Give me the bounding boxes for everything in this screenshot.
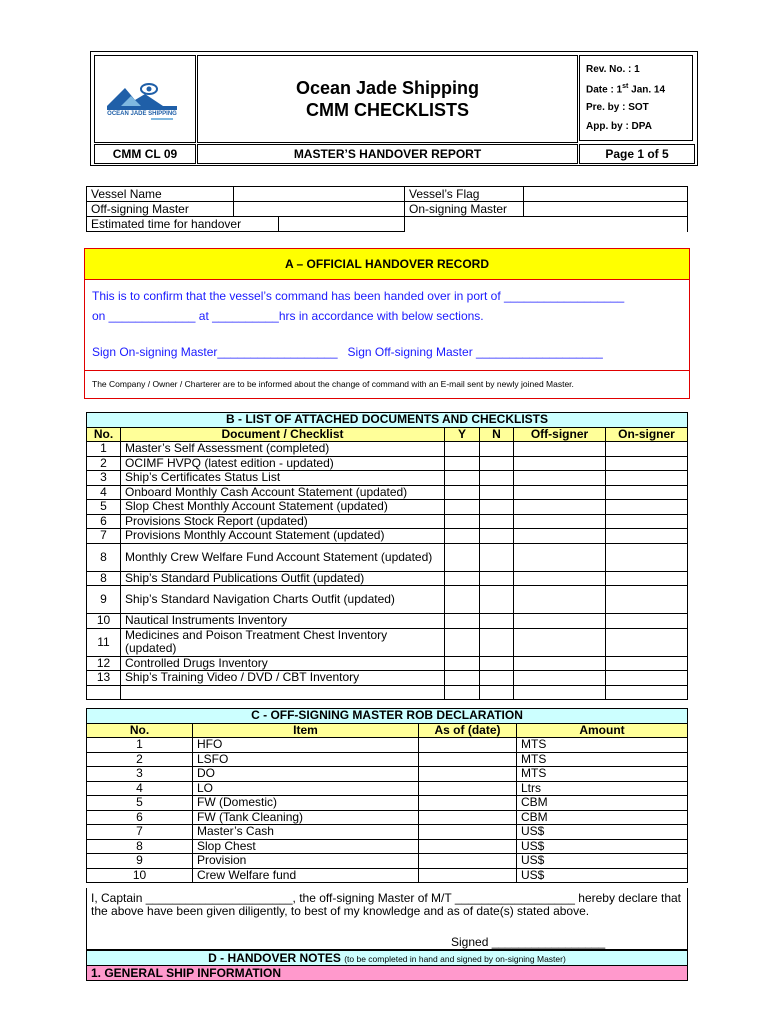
on-signer-field[interactable] bbox=[606, 656, 688, 671]
yes-check[interactable] bbox=[445, 456, 480, 471]
on-master-label: On-signing Master bbox=[405, 202, 524, 217]
table-row bbox=[87, 471, 688, 486]
rob-item: HFO bbox=[193, 738, 419, 753]
rob-no: 1 bbox=[87, 738, 193, 753]
vessel-flag-field[interactable] bbox=[524, 187, 688, 202]
approved-by: App. by : DPA bbox=[586, 121, 652, 132]
yes-check[interactable] bbox=[445, 656, 480, 671]
rob-date-field[interactable] bbox=[419, 825, 517, 840]
doc-no: 6 bbox=[87, 514, 121, 529]
doc-no: 11 bbox=[87, 628, 121, 656]
doc-no: 5 bbox=[87, 500, 121, 515]
section-a-official-handover bbox=[84, 248, 690, 399]
no-check[interactable] bbox=[480, 614, 514, 629]
on-signer-field[interactable] bbox=[606, 685, 688, 700]
rob-amount-unit[interactable]: US$ bbox=[517, 825, 688, 840]
on-signer-field[interactable] bbox=[606, 628, 688, 656]
table-row bbox=[87, 656, 688, 671]
eta-label: Estimated time for handover bbox=[87, 217, 279, 231]
signature-line: Sign On-signing Master__________________ Sign Off-signing Master ___________________ bbox=[92, 345, 603, 359]
no-check[interactable] bbox=[480, 442, 514, 457]
rob-date-field[interactable] bbox=[419, 738, 517, 753]
doc-no: 2 bbox=[87, 456, 121, 471]
no-check[interactable] bbox=[480, 628, 514, 656]
off-signer-field[interactable] bbox=[514, 456, 606, 471]
rob-date-field[interactable] bbox=[419, 868, 517, 883]
table-row bbox=[87, 456, 688, 471]
col-as-of-date: As of (date) bbox=[419, 723, 517, 738]
rob-item: LO bbox=[193, 781, 419, 796]
table-row bbox=[87, 614, 688, 629]
col-c-no: No. bbox=[87, 723, 193, 738]
doc-name: Slop Chest Monthly Account Statement (updated) bbox=[121, 500, 445, 515]
rob-no: 4 bbox=[87, 781, 193, 796]
rob-no: 2 bbox=[87, 752, 193, 767]
table-row bbox=[87, 485, 688, 500]
col-no-answer: N bbox=[480, 427, 514, 442]
yes-check[interactable] bbox=[445, 500, 480, 515]
doc-name: Master’s Self Assessment (completed) bbox=[121, 442, 445, 457]
on-signer-field[interactable] bbox=[606, 442, 688, 457]
rob-date-field[interactable] bbox=[419, 752, 517, 767]
doc-no: 10 bbox=[87, 614, 121, 629]
document-header bbox=[90, 51, 698, 166]
no-check[interactable] bbox=[480, 671, 514, 686]
doc-code: CMM CL 09 bbox=[94, 144, 196, 164]
yes-check[interactable] bbox=[445, 685, 480, 700]
table-row bbox=[87, 442, 688, 457]
eta-field[interactable] bbox=[279, 217, 405, 231]
table-row bbox=[87, 586, 688, 614]
no-check[interactable] bbox=[480, 500, 514, 515]
section-b-documents-table bbox=[86, 412, 688, 700]
col-off-signer: Off-signer bbox=[514, 427, 606, 442]
section-b-title: B - LIST OF ATTACHED DOCUMENTS AND CHECKLISTS bbox=[87, 413, 688, 428]
doc-name: Ship’s Certificates Status List bbox=[121, 471, 445, 486]
doc-no: 9 bbox=[87, 586, 121, 614]
section-c-title: C - OFF-SIGNING MASTER ROB DECLARATION bbox=[87, 709, 688, 724]
table-row bbox=[87, 839, 688, 854]
rob-item: Master’s Cash bbox=[193, 825, 419, 840]
off-signer-field[interactable] bbox=[514, 586, 606, 614]
vessel-name-field[interactable] bbox=[234, 187, 405, 202]
no-check[interactable] bbox=[480, 485, 514, 500]
doc-name: OCIMF HVPQ (latest edition - updated) bbox=[121, 456, 445, 471]
rob-date-field[interactable] bbox=[419, 767, 517, 782]
off-signer-field[interactable] bbox=[514, 543, 606, 571]
no-check[interactable] bbox=[480, 685, 514, 700]
table-row bbox=[87, 781, 688, 796]
checklist-title: CMM CHECKLISTS bbox=[306, 100, 469, 120]
general-ship-info-heading: 1. GENERAL SHIP INFORMATION bbox=[86, 966, 688, 981]
doc-name: Controlled Drugs Inventory bbox=[121, 656, 445, 671]
handover-port-line: This is to confirm that the vessel’s command has been handed over in port of __________________ bbox=[92, 289, 625, 303]
vessel-info-table bbox=[86, 186, 688, 232]
on-signer-field[interactable] bbox=[606, 514, 688, 529]
on-signer-field[interactable] bbox=[606, 529, 688, 544]
no-check[interactable] bbox=[480, 571, 514, 586]
rob-item: Provision bbox=[193, 854, 419, 869]
ship-logo-icon bbox=[95, 56, 195, 142]
off-signer-field[interactable] bbox=[514, 656, 606, 671]
rob-date-field[interactable] bbox=[419, 796, 517, 811]
col-no: No. bbox=[87, 427, 121, 442]
table-row bbox=[87, 514, 688, 529]
rob-item: FW (Domestic) bbox=[193, 796, 419, 811]
off-signer-field[interactable] bbox=[514, 514, 606, 529]
rob-item: FW (Tank Cleaning) bbox=[193, 810, 419, 825]
doc-name: Medicines and Poison Treatment Chest Inventory (updated) bbox=[121, 628, 445, 656]
doc-no: 13 bbox=[87, 671, 121, 686]
on-signer-field[interactable] bbox=[606, 614, 688, 629]
rob-amount-unit[interactable]: Ltrs bbox=[517, 781, 688, 796]
on-signer-field[interactable] bbox=[606, 500, 688, 515]
no-check[interactable] bbox=[480, 656, 514, 671]
yes-check[interactable] bbox=[445, 471, 480, 486]
no-check[interactable] bbox=[480, 514, 514, 529]
yes-check[interactable] bbox=[445, 671, 480, 686]
yes-check[interactable] bbox=[445, 543, 480, 571]
rob-amount-unit[interactable]: CBM bbox=[517, 796, 688, 811]
table-row bbox=[87, 825, 688, 840]
yes-check[interactable] bbox=[445, 442, 480, 457]
company-notice: The Company / Owner / Charterer are to be informed about the change of command with an E-mail sent by newly joined Master. bbox=[85, 370, 689, 398]
col-document: Document / Checklist bbox=[121, 427, 445, 442]
on-signer-field[interactable] bbox=[606, 543, 688, 571]
doc-no bbox=[87, 685, 121, 700]
col-on-signer: On-signer bbox=[606, 427, 688, 442]
on-signer-field[interactable] bbox=[606, 586, 688, 614]
rob-no: 10 bbox=[87, 868, 193, 883]
no-check[interactable] bbox=[480, 456, 514, 471]
off-signer-field[interactable] bbox=[514, 442, 606, 457]
doc-name: Ship’s Training Video / DVD / CBT Inventory bbox=[121, 671, 445, 686]
off-signer-field[interactable] bbox=[514, 671, 606, 686]
yes-check[interactable] bbox=[445, 628, 480, 656]
rob-amount-unit[interactable]: US$ bbox=[517, 854, 688, 869]
vessel-flag-label: Vessel’s Flag bbox=[405, 187, 524, 202]
off-signer-field[interactable] bbox=[514, 471, 606, 486]
on-signer-field[interactable] bbox=[606, 571, 688, 586]
off-signer-field[interactable] bbox=[514, 614, 606, 629]
table-row bbox=[87, 500, 688, 515]
vessel-name-label: Vessel Name bbox=[87, 187, 234, 202]
rob-no: 8 bbox=[87, 839, 193, 854]
on-master-field[interactable] bbox=[524, 202, 688, 217]
no-check[interactable] bbox=[480, 586, 514, 614]
section-d-subtitle: (to be completed in hand and signed by on-signing Master) bbox=[344, 954, 566, 964]
rob-no: 7 bbox=[87, 825, 193, 840]
no-check[interactable] bbox=[480, 529, 514, 544]
rev-no: Rev. No. : 1 bbox=[586, 64, 640, 75]
doc-no: 1 bbox=[87, 442, 121, 457]
table-row bbox=[87, 752, 688, 767]
doc-no: 4 bbox=[87, 485, 121, 500]
yes-check[interactable] bbox=[445, 514, 480, 529]
rob-item: DO bbox=[193, 767, 419, 782]
yes-check[interactable] bbox=[445, 529, 480, 544]
rob-amount-unit[interactable]: US$ bbox=[517, 868, 688, 883]
company-name: Ocean Jade Shipping bbox=[295, 78, 480, 98]
table-row bbox=[87, 543, 688, 571]
master-declaration bbox=[86, 888, 688, 950]
doc-title: MASTER’S HANDOVER REPORT bbox=[197, 144, 578, 164]
rob-no: 5 bbox=[87, 796, 193, 811]
section-d-title: D - HANDOVER NOTES bbox=[208, 951, 341, 965]
rob-amount-unit[interactable]: MTS bbox=[517, 752, 688, 767]
rob-date-field[interactable] bbox=[419, 854, 517, 869]
yes-check[interactable] bbox=[445, 485, 480, 500]
doc-name: Ship’s Standard Navigation Charts Outfit (updated) bbox=[121, 586, 445, 614]
yes-check[interactable] bbox=[445, 586, 480, 614]
section-c-rob-table bbox=[86, 708, 688, 883]
off-signer-field[interactable] bbox=[514, 485, 606, 500]
section-a-title: A – OFFICIAL HANDOVER RECORD bbox=[85, 249, 689, 280]
revision-block bbox=[579, 55, 693, 141]
rob-item: LSFO bbox=[193, 752, 419, 767]
table-row bbox=[87, 738, 688, 753]
svg-text:OCEAN JADE SHIPPING: OCEAN JADE SHIPPING bbox=[107, 111, 177, 117]
rob-date-field[interactable] bbox=[419, 839, 517, 854]
table-row bbox=[87, 571, 688, 586]
declaration-signature: Signed _________________ bbox=[451, 935, 606, 949]
company-logo bbox=[94, 55, 196, 143]
declaration-text: I, Captain ______________________, the off-signing Master of M/T __________________ hereby declare that the above have been given diligently, to best of my knowledge and as of date(s) stated above. bbox=[91, 891, 682, 918]
table-row bbox=[87, 868, 688, 883]
doc-no: 7 bbox=[87, 529, 121, 544]
rob-amount-unit[interactable]: MTS bbox=[517, 767, 688, 782]
rob-no: 9 bbox=[87, 854, 193, 869]
on-signer-field[interactable] bbox=[606, 456, 688, 471]
doc-name: Onboard Monthly Cash Account Statement (updated) bbox=[121, 485, 445, 500]
col-yes: Y bbox=[445, 427, 480, 442]
doc-name: Provisions Monthly Account Statement (updated) bbox=[121, 529, 445, 544]
table-row bbox=[87, 796, 688, 811]
doc-name: Monthly Crew Welfare Fund Account Statement (updated) bbox=[121, 543, 445, 571]
off-master-label: Off-signing Master bbox=[87, 202, 234, 217]
doc-no: 12 bbox=[87, 656, 121, 671]
prepared-by: Pre. by : SOT bbox=[586, 102, 649, 113]
col-amount: Amount bbox=[517, 723, 688, 738]
off-signer-field[interactable] bbox=[514, 500, 606, 515]
rob-amount-unit[interactable]: US$ bbox=[517, 839, 688, 854]
table-row bbox=[87, 685, 688, 700]
section-d-handover-notes bbox=[86, 950, 688, 966]
rob-no: 6 bbox=[87, 810, 193, 825]
table-row bbox=[87, 767, 688, 782]
handover-time-line: on _____________ at __________hrs in accordance with below sections. bbox=[92, 309, 484, 323]
no-check[interactable] bbox=[480, 471, 514, 486]
table-row bbox=[87, 529, 688, 544]
rob-date-field[interactable] bbox=[419, 781, 517, 796]
off-signer-field[interactable] bbox=[514, 685, 606, 700]
on-signer-field[interactable] bbox=[606, 485, 688, 500]
table-row bbox=[87, 810, 688, 825]
no-check[interactable] bbox=[480, 543, 514, 571]
yes-check[interactable] bbox=[445, 571, 480, 586]
yes-check[interactable] bbox=[445, 614, 480, 629]
title-block bbox=[197, 55, 578, 143]
col-item: Item bbox=[193, 723, 419, 738]
doc-no: 8 bbox=[87, 543, 121, 571]
off-signer-field[interactable] bbox=[514, 628, 606, 656]
off-signer-field[interactable] bbox=[514, 571, 606, 586]
doc-name: Ship’s Standard Publications Outfit (updated) bbox=[121, 571, 445, 586]
rob-no: 3 bbox=[87, 767, 193, 782]
on-signer-field[interactable] bbox=[606, 471, 688, 486]
rob-item: Slop Chest bbox=[193, 839, 419, 854]
rob-amount-unit[interactable]: MTS bbox=[517, 738, 688, 753]
off-master-field[interactable] bbox=[234, 202, 405, 217]
rev-date: Date : 1st Jan. 14 bbox=[586, 83, 666, 96]
table-row bbox=[87, 671, 688, 686]
table-row bbox=[87, 854, 688, 869]
page-number: Page 1 of 5 bbox=[579, 144, 695, 164]
doc-no: 8 bbox=[87, 571, 121, 586]
doc-name bbox=[121, 685, 445, 700]
doc-name: Nautical Instruments Inventory bbox=[121, 614, 445, 629]
rob-item: Crew Welfare fund bbox=[193, 868, 419, 883]
off-signer-field[interactable] bbox=[514, 529, 606, 544]
rob-amount-unit[interactable]: CBM bbox=[517, 810, 688, 825]
table-row bbox=[87, 628, 688, 656]
doc-no: 3 bbox=[87, 471, 121, 486]
on-signer-field[interactable] bbox=[606, 671, 688, 686]
doc-name: Provisions Stock Report (updated) bbox=[121, 514, 445, 529]
rob-date-field[interactable] bbox=[419, 810, 517, 825]
